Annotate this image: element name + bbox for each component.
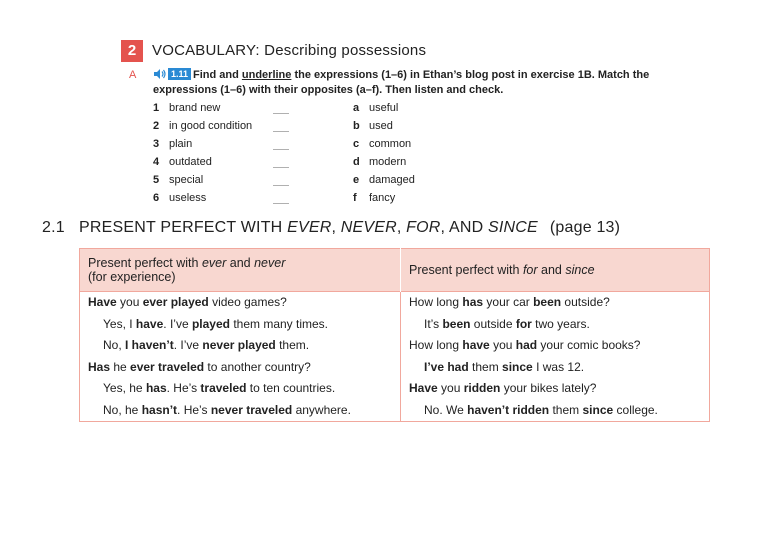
vocab-item-text: brand new: [169, 102, 221, 114]
example-part: them: [549, 402, 583, 417]
example-bold-part: since: [582, 402, 614, 417]
exercise-instructions: [193, 68, 653, 83]
example-part: outside: [470, 316, 516, 331]
vocab-item-number: 5: [153, 174, 160, 186]
vocab-item-number: c: [353, 138, 360, 150]
example-part: It’s: [424, 316, 443, 331]
vocab-item-number: e: [353, 174, 360, 186]
answer-blank[interactable]: [273, 203, 289, 204]
grammar-example-line: [401, 357, 709, 379]
example-bold-part: hasn’t: [141, 402, 178, 417]
instr-text-b: the expressions (1–6) in Ethan’s blog post in exercise 1B. Match the: [291, 69, 650, 81]
example-part: two years.: [531, 316, 590, 331]
example-part: he: [110, 359, 131, 374]
example-part: outside?: [561, 295, 610, 309]
example-bold-part: had: [515, 338, 538, 352]
vocab-item-text: useless: [169, 192, 207, 204]
answer-blank[interactable]: [273, 131, 289, 132]
header-right: [401, 249, 710, 292]
section-number-badge: 2: [121, 40, 143, 62]
example-part: you: [116, 295, 143, 309]
example-part: . He’s: [177, 402, 211, 417]
vocab-item: [153, 173, 203, 187]
vocab-item: [353, 173, 415, 187]
example-part: How long: [409, 295, 463, 309]
vocab-item: [153, 101, 220, 115]
example-part: your car: [483, 295, 534, 309]
example-bold-part: Has: [88, 359, 111, 374]
example-part: your comic books?: [537, 338, 641, 352]
header-left: [80, 249, 401, 292]
example-part: them: [468, 359, 503, 374]
answer-blank[interactable]: [273, 149, 289, 150]
grammar-title-sep: , AND: [440, 219, 488, 236]
answer-blank[interactable]: [273, 113, 289, 114]
vocab-item-text: in good condition: [169, 120, 253, 132]
example-bold-part: has: [462, 295, 484, 309]
example-part: you: [489, 338, 516, 352]
vocab-item-number: a: [353, 102, 360, 114]
vocab-item-text: useful: [369, 102, 399, 114]
example-bold-part: I haven’t: [125, 338, 174, 352]
example-part: How long: [409, 338, 463, 352]
vocab-item: [353, 101, 398, 115]
example-bold-part: haven’t ridden: [467, 402, 550, 417]
example-part: to another country?: [204, 359, 311, 374]
header-right-since: since: [565, 263, 595, 277]
answer-blank[interactable]: [273, 185, 289, 186]
example-part: anywhere.: [292, 402, 351, 417]
grammar-title-since: SINCE: [487, 219, 538, 236]
example-bold-part: for: [515, 316, 532, 331]
example-bold-part: have: [135, 316, 164, 331]
header-right-text: Present perfect with: [409, 263, 523, 277]
vocab-item-number: 2: [153, 120, 160, 132]
grammar-example-line: [80, 314, 400, 336]
vocab-item-number: b: [353, 120, 360, 132]
example-bold-part: never traveled: [210, 402, 293, 417]
grammar-example-line: [401, 314, 709, 336]
example-part: . He’s: [166, 381, 201, 395]
example-bold-part: ever played: [142, 295, 209, 309]
example-bold-part: Have: [88, 295, 117, 309]
grammar-title-for: FOR: [406, 219, 441, 236]
example-part: them.: [275, 338, 310, 352]
grammar-example-line: [401, 292, 709, 314]
exercise-letter: A: [129, 69, 137, 81]
header-left-text: Present perfect with: [88, 256, 202, 270]
example-bold-part: I’ve had: [424, 359, 469, 374]
section-title: VOCABULARY: Describing possessions: [152, 42, 427, 59]
example-part: No, he: [103, 402, 142, 417]
example-part: them many times.: [229, 316, 329, 331]
header-left-ever: ever: [201, 256, 227, 270]
grammar-title-sep: ,: [331, 219, 341, 236]
grammar-number: 2.1: [42, 219, 65, 236]
header-left-and: and: [226, 256, 255, 270]
grammar-table-header: [80, 249, 710, 292]
vocab-item-text: outdated: [169, 156, 212, 168]
example-part: No. We: [424, 402, 468, 417]
example-part: you: [437, 381, 464, 395]
header-left-line2: (for experience): [88, 270, 176, 284]
grammar-left-column: [80, 292, 401, 422]
example-part: college.: [613, 402, 658, 417]
example-part: . I’ve: [163, 316, 192, 331]
grammar-title: [42, 219, 620, 237]
vocab-item-text: damaged: [369, 174, 415, 186]
grammar-example-line: [401, 378, 709, 400]
vocab-item-number: 6: [153, 192, 160, 204]
vocab-item-text: fancy: [369, 192, 396, 204]
answer-blank[interactable]: [273, 167, 289, 168]
vocab-item-text: modern: [369, 156, 407, 168]
instr-underline-word: underline: [241, 69, 292, 81]
vocab-item: [353, 119, 393, 133]
vocab-item-number: 4: [153, 156, 160, 168]
vocab-item: [353, 155, 406, 169]
grammar-title-never: NEVER: [340, 219, 397, 236]
grammar-page-ref: (page 13): [549, 219, 621, 236]
example-bold-part: has: [145, 381, 167, 395]
header-left-never: never: [254, 256, 286, 270]
grammar-title-ever: EVER: [287, 219, 332, 236]
example-part: video games?: [208, 295, 287, 309]
example-part: your bikes lately?: [500, 381, 597, 395]
grammar-table-body: [80, 292, 710, 422]
audio-speaker-icon[interactable]: [153, 68, 167, 80]
exercise-instructions-line2: expressions (1–6) with their opposites (a–f). Then listen and check.: [153, 84, 504, 96]
vocab-item: [153, 155, 212, 169]
example-bold-part: traveled: [200, 381, 247, 395]
example-part: No,: [103, 338, 126, 352]
grammar-example-line: [80, 335, 400, 357]
header-right-for: for: [522, 263, 538, 277]
example-bold-part: been: [442, 316, 471, 331]
grammar-example-line: [80, 292, 400, 314]
vocab-item-number: 1: [153, 102, 160, 114]
vocab-item: [353, 137, 411, 151]
vocab-item-text: special: [169, 174, 204, 186]
audio-track-badge[interactable]: 1.11: [168, 68, 191, 80]
vocab-item: [153, 191, 206, 205]
grammar-example-line: [80, 378, 400, 400]
example-bold-part: Have: [409, 381, 438, 395]
vocab-item-number: f: [353, 192, 357, 204]
grammar-example-line: [401, 400, 709, 422]
grammar-example-line: [80, 357, 400, 379]
vocab-item-text: common: [369, 138, 412, 150]
instr-text-a: Find and: [193, 69, 242, 81]
vocab-item-number: 3: [153, 138, 160, 150]
grammar-example-line: [80, 400, 400, 422]
example-part: I was 12.: [532, 359, 585, 374]
vocab-item: [353, 191, 395, 205]
vocab-item-text: plain: [169, 138, 193, 150]
example-part: Yes, he: [103, 381, 146, 395]
example-bold-part: since: [502, 359, 533, 374]
grammar-right-column: [401, 292, 710, 422]
grammar-title-sep: ,: [396, 219, 407, 236]
example-bold-part: been: [533, 295, 562, 309]
example-part: Yes, I: [103, 316, 136, 331]
example-bold-part: played: [191, 316, 230, 331]
example-part: to ten countries.: [246, 381, 336, 395]
vocab-item: [153, 119, 252, 133]
vocab-item-text: used: [369, 120, 393, 132]
example-part: . I’ve: [173, 338, 203, 352]
example-bold-part: never played: [202, 338, 276, 352]
header-right-and: and: [537, 263, 566, 277]
example-bold-part: ever traveled: [130, 359, 205, 374]
example-bold-part: ridden: [463, 381, 501, 395]
grammar-title-a: PRESENT PERFECT WITH: [79, 219, 288, 236]
vocab-item: [153, 137, 192, 151]
example-bold-part: have: [462, 338, 490, 352]
grammar-example-line: [401, 335, 709, 357]
vocab-item-number: d: [353, 156, 360, 168]
grammar-table: [79, 248, 710, 422]
